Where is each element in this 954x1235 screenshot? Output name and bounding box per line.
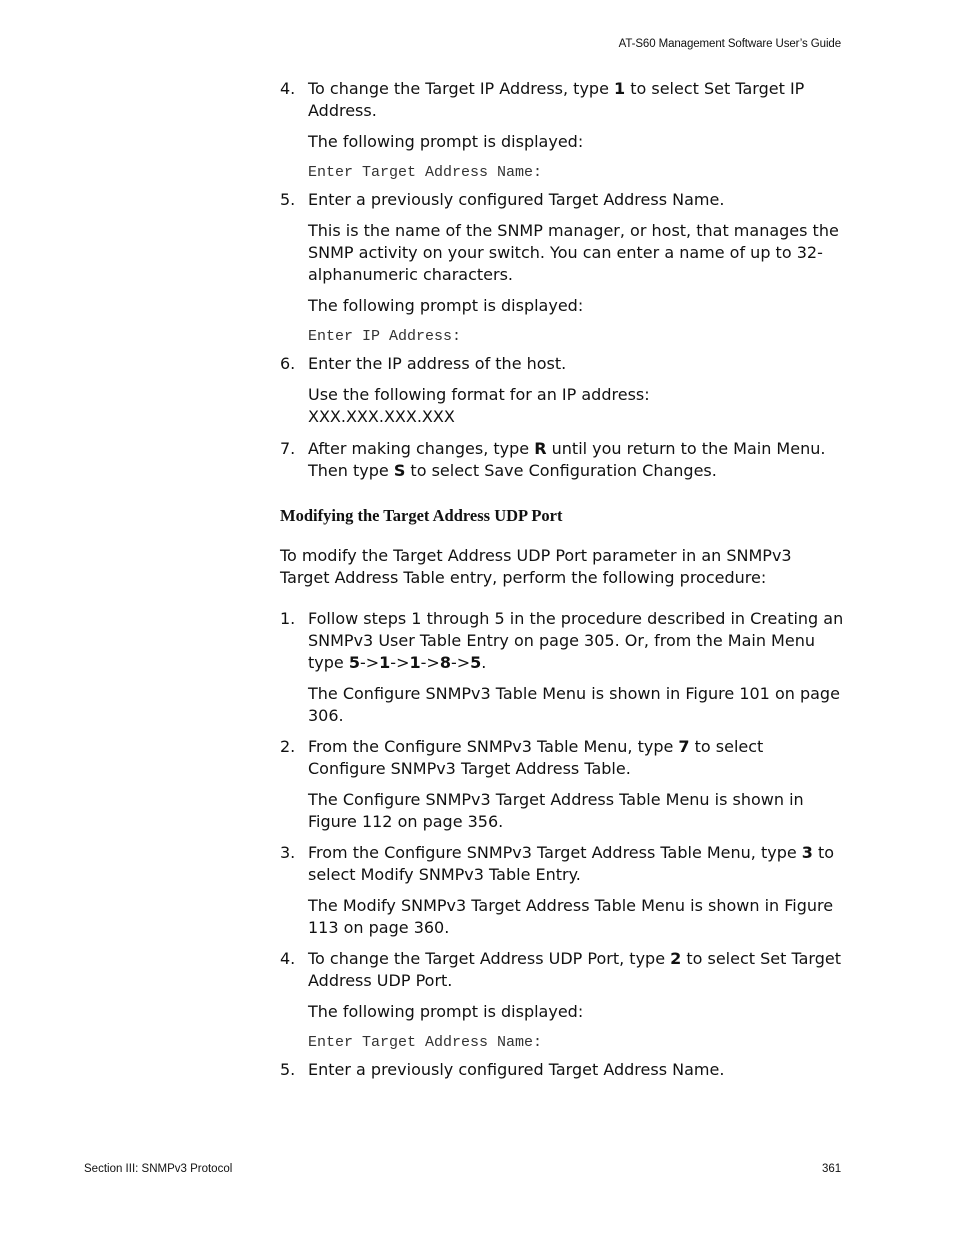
key-3: 3 [801, 843, 813, 862]
step-number: 6. [280, 354, 296, 373]
prompt-text: Enter Target Address Name: [308, 1034, 543, 1051]
step-5-target-name: 5. Enter a previously configured Target Address Name. [280, 190, 725, 209]
step-4-target-ip: 4. To change the Target IP Address, type 1 to select Set Target IP Address. [280, 79, 805, 120]
key-s: S [393, 461, 406, 480]
ip-format-label: Use the following format for an IP address: [308, 385, 650, 404]
step-1-description: The Configure SNMPv3 Table Menu is shown in Figure 101 on page 306. [308, 684, 840, 725]
step-6-ip-address: 6. Enter the IP address of the host. [280, 354, 567, 373]
step-number: 7. [280, 439, 296, 458]
step-number: 5. [280, 1060, 296, 1079]
step-number: 2. [280, 737, 296, 756]
ip-format-example: XXX.XXX.XXX.XXX [308, 407, 455, 426]
page-body [280, 78, 845, 1081]
section-heading: Modifying the Target Address UDP Port [280, 506, 563, 525]
step-1-follow: 1. Follow steps 1 through 5 in the procedure described in Creating an SNMPv3 User Table Entry on page 305. Or, from the Main Menu type 5->1->1->8->5. [280, 609, 844, 672]
key-7: 7 [678, 737, 690, 756]
step-2-description: The Configure SNMPv3 Target Address Table Menu is shown in Figure 112 on page 356. [308, 790, 804, 831]
prompt-intro: The following prompt is displayed: [308, 1002, 584, 1021]
step-5-description: This is the name of the SNMP manager, or host, that manages the SNMP activity on your switch. You can enter a name of up to 32-alphanumeric characters. [308, 221, 839, 284]
step-number: 4. [280, 79, 296, 98]
step-number: 1. [280, 609, 296, 628]
step-3-description: The Modify SNMPv3 Target Address Table Menu is shown in Figure 113 on page 360. [308, 896, 834, 937]
prompt-intro: The following prompt is displayed: [308, 296, 584, 315]
step-4-udp-port: 4. To change the Target Address UDP Port, type 2 to select Set Target Address UDP Port. [280, 949, 841, 990]
prompt-intro: The following prompt is displayed: [308, 132, 584, 151]
step-5-target-name: 5. Enter a previously configured Target Address Name. [280, 1060, 725, 1079]
step-2-configure: 2. From the Configure SNMPv3 Table Menu, type 7 to select Configure SNMPv3 Target Address Table. [280, 737, 764, 778]
prompt-text: Enter IP Address: [308, 328, 462, 345]
footer-section: Section III: SNMPv3 Protocol [84, 1163, 233, 1175]
prompt-text: Enter Target Address Name: [308, 164, 543, 181]
step-3-modify: 3. From the Configure SNMPv3 Target Address Table Menu, type 3 to select Modify SNMPv3 Table Entry. [280, 843, 835, 884]
step-7-save: 7. After making changes, type R until you return to the Main Menu. Then type S to select Save Configuration Changes. [280, 439, 826, 480]
step-number: 3. [280, 843, 296, 862]
step-number: 5. [280, 190, 296, 209]
page-number: 361 [822, 1163, 842, 1175]
key-1: 1 [614, 79, 626, 98]
key-2: 2 [670, 949, 682, 968]
section-intro: To modify the Target Address UDP Port parameter in an SNMPv3 Target Address Table entry, perform the following procedure: [280, 546, 792, 587]
step-number: 4. [280, 949, 296, 968]
running-header: AT-S60 Management Software User’s Guide [618, 38, 841, 50]
key-r: R [534, 439, 547, 458]
